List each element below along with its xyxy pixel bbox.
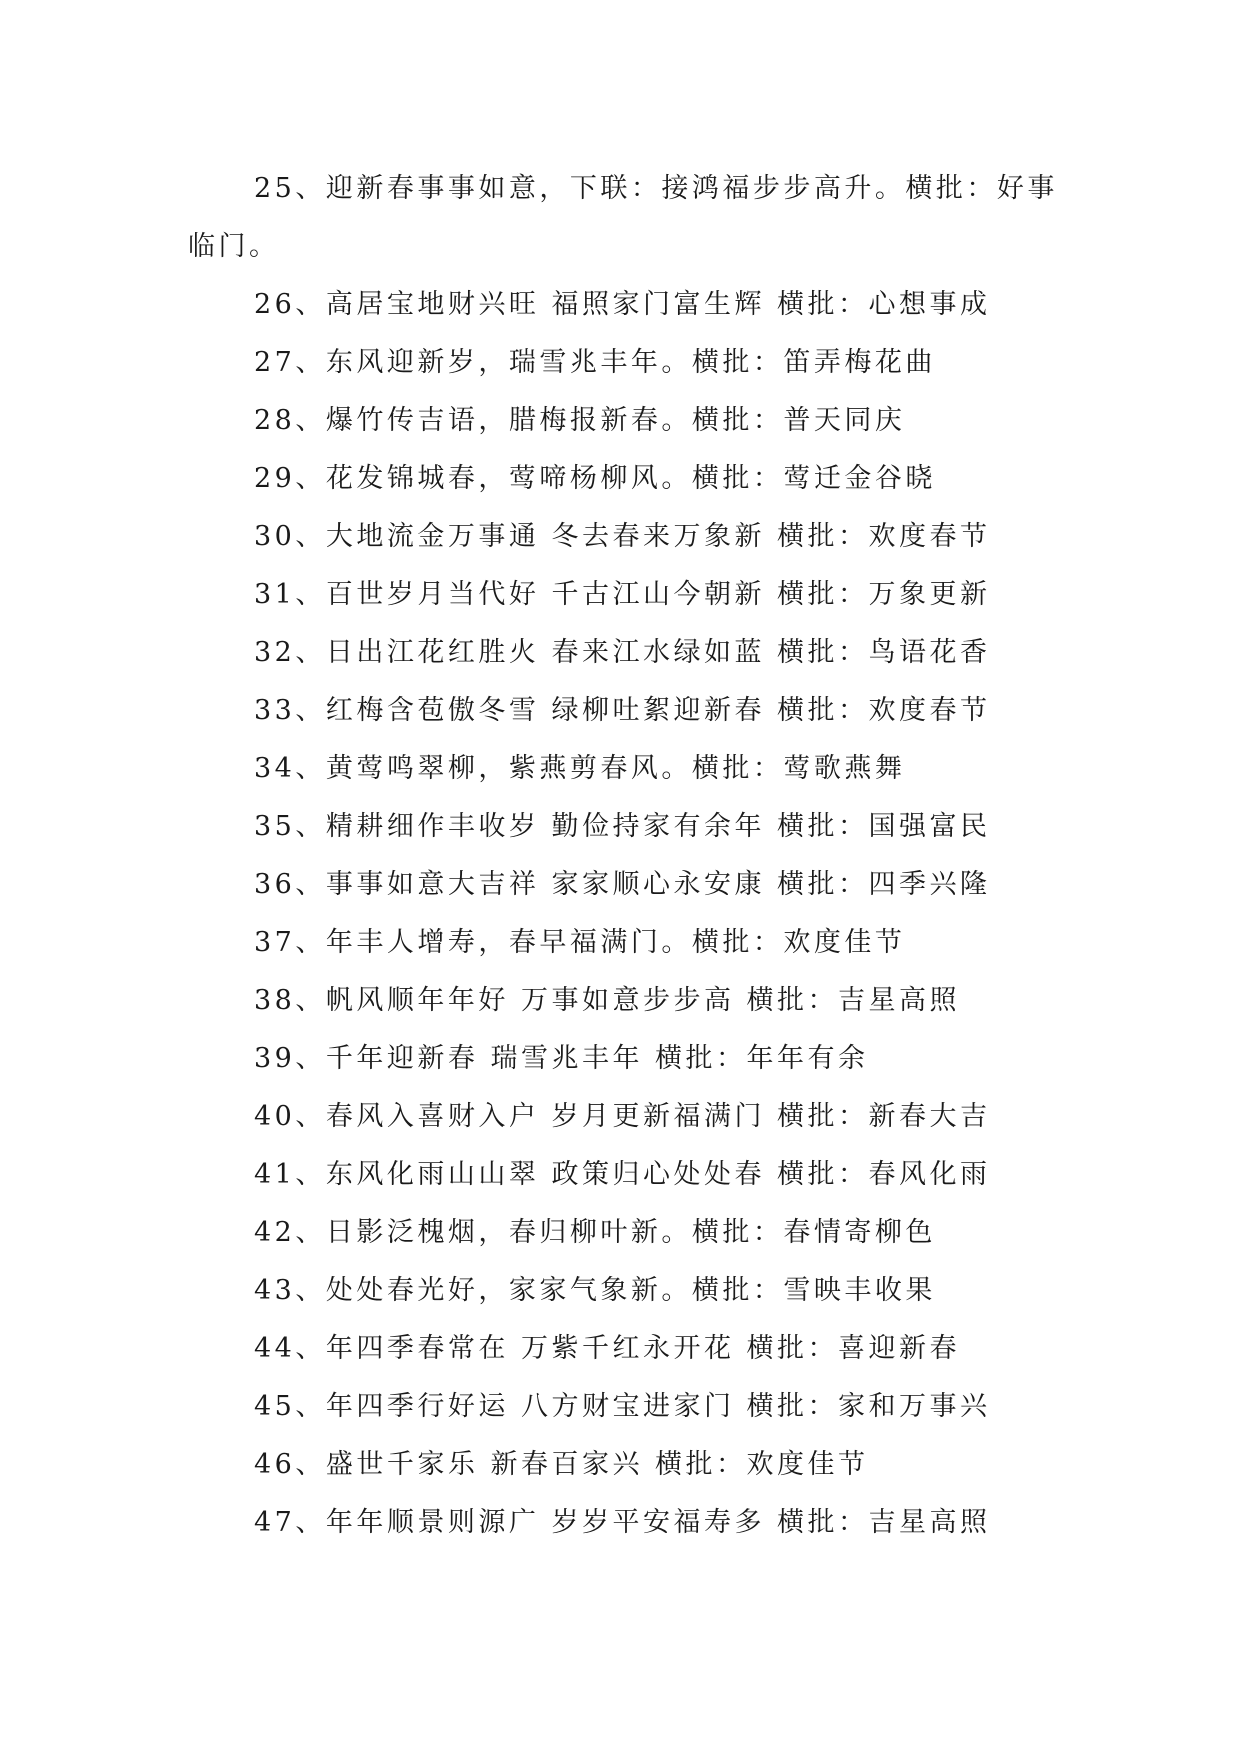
couplet-paragraph-41: 41、东风化雨山山翠 政策归心处处春 横批：春风化雨 <box>254 1159 991 1190</box>
couplet-paragraph-44: 44、年四季春常在 万紫千红永开花 横批：喜迎新春 <box>254 1333 961 1364</box>
couplet-paragraph-26: 26、高居宝地财兴旺 福照家门富生辉 横批：心想事成 <box>254 289 991 320</box>
couplet-paragraph-46: 46、盛世千家乐 新春百家兴 横批：欢度佳节 <box>254 1449 869 1480</box>
couplet-paragraph-29: 29、花发锦城春，莺啼杨柳风。横批：莺迁金谷晓 <box>254 463 936 494</box>
couplet-paragraph-38: 38、帆风顺年年好 万事如意步步高 横批：吉星高照 <box>254 985 961 1016</box>
couplet-paragraph-30: 30、大地流金万事通 冬去春来万象新 横批：欢度春节 <box>254 521 991 552</box>
couplet-paragraph-47: 47、年年顺景则源广 岁岁平安福寿多 横批：吉星高照 <box>254 1507 991 1538</box>
couplet-paragraph-31: 31、百世岁月当代好 千古江山今朝新 横批：万象更新 <box>254 579 991 610</box>
couplet-paragraph-42: 42、日影泛槐烟，春归柳叶新。横批：春情寄柳色 <box>254 1217 936 1248</box>
couplet-paragraph-43: 43、处处春光好，家家气象新。横批：雪映丰收果 <box>254 1275 936 1306</box>
document-body <box>188 160 1068 1552</box>
couplet-paragraph-35: 35、精耕细作丰收岁 勤俭持家有余年 横批：国强富民 <box>254 811 991 842</box>
couplet-paragraph-34: 34、黄莺鸣翠柳，紫燕剪春风。横批：莺歌燕舞 <box>254 753 906 784</box>
couplet-paragraph-39: 39、千年迎新春 瑞雪兆丰年 横批：年年有余 <box>254 1043 869 1074</box>
couplet-paragraph-25: 25、迎新春事事如意，下联：接鸿福步步高升。横批：好事临门。 <box>188 173 1058 262</box>
couplet-paragraph-33: 33、红梅含苞傲冬雪 绿柳吐絮迎新春 横批：欢度春节 <box>254 695 991 726</box>
couplet-paragraph-36: 36、事事如意大吉祥 家家顺心永安康 横批：四季兴隆 <box>254 869 991 900</box>
couplet-paragraph-32: 32、日出江花红胜火 春来江水绿如蓝 横批：鸟语花香 <box>254 637 991 668</box>
couplet-paragraph-45: 45、年四季行好运 八方财宝进家门 横批：家和万事兴 <box>254 1391 991 1422</box>
couplet-paragraph-28: 28、爆竹传吉语，腊梅报新春。横批：普天同庆 <box>254 405 906 436</box>
couplet-paragraph-40: 40、春风入喜财入户 岁月更新福满门 横批：新春大吉 <box>254 1101 991 1132</box>
couplet-paragraph-27: 27、东风迎新岁，瑞雪兆丰年。横批：笛弄梅花曲 <box>254 347 936 378</box>
couplet-paragraph-37: 37、年丰人增寿，春早福满门。横批：欢度佳节 <box>254 927 906 958</box>
